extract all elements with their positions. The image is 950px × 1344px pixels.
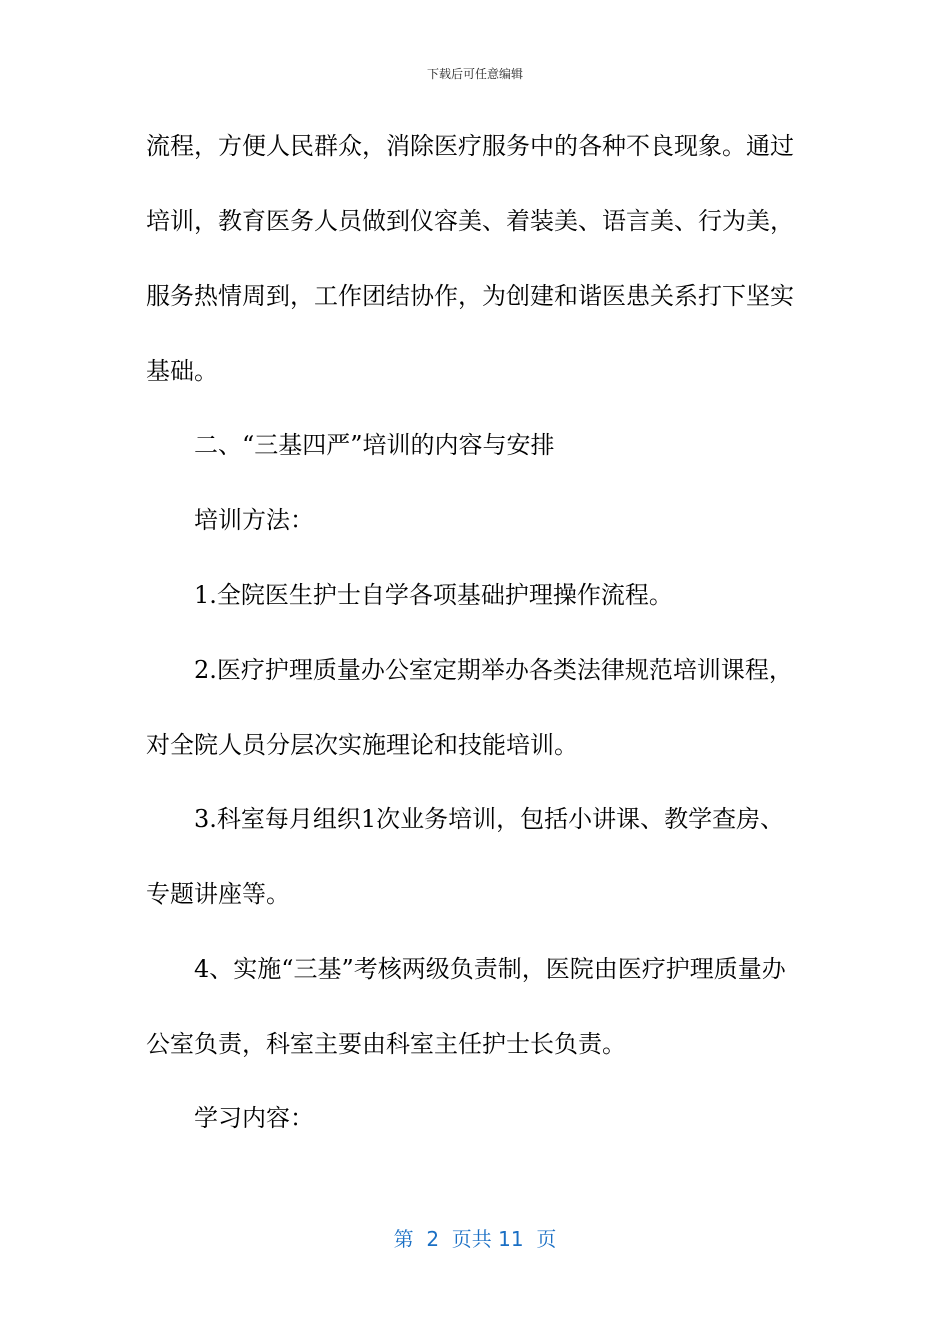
list-item: 4、实施“三基”考核两级负责制，医院由医疗护理质量办: [194, 955, 786, 983]
body-line: 对全院人员分层次实施理论和技能培训。: [146, 731, 578, 759]
list-item: 1.全院医生护士自学各项基础护理操作流程。: [194, 581, 673, 609]
list-item: 3.科室每月组织1次业务培训，包括小讲课、教学查房、: [194, 805, 785, 833]
body-line: 培训，教育医务人员做到仪容美、着装美、语言美、行为美，: [146, 207, 794, 235]
body-line: 流程，方便人民群众，消除医疗服务中的各种不良现象。通过: [146, 132, 794, 160]
section-heading: 二、“三基四严”培训的内容与安排: [194, 431, 555, 459]
body-line: 服务热情周到，工作团结协作，为创建和谐医患关系打下坚实: [146, 282, 794, 310]
body-line: 学习内容：: [194, 1104, 314, 1132]
list-item: 2.医疗护理质量办公室定期举办各类法律规范培训课程，: [194, 656, 793, 684]
body-line: 基础。: [146, 357, 218, 385]
body-line: 培训方法：: [194, 506, 314, 534]
body-line: 专题讲座等。: [146, 880, 290, 908]
page-number-footer: 第 2 页共 11 页: [393, 1227, 557, 1251]
page-header: 下载后可任意编辑: [426, 67, 523, 81]
body-line: 公室负责，科室主要由科室主任护士长负责。: [146, 1030, 626, 1058]
